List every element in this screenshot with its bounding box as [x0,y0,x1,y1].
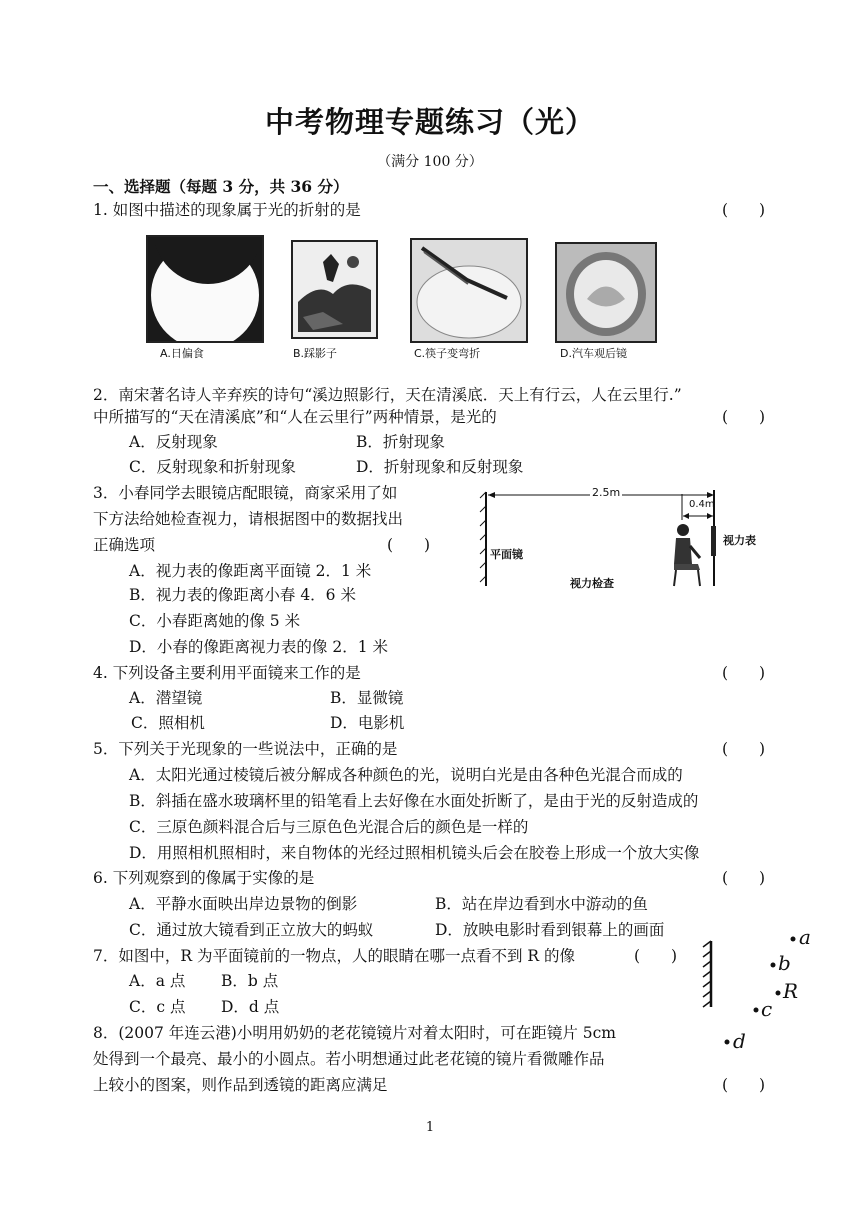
section-heading: 一、选择题（每题 3 分，共 36 分） [93,177,349,196]
q3-chart-label: 视力表 [723,534,756,547]
q1-caption-b: B.踩影子 [293,347,338,360]
q2-option-d: D．折射现象和反射现象 [356,458,524,476]
q3-option-d: D．小春的像距离视力表的像 2．1 米 [129,638,389,656]
q1-stem: 1. 如图中描述的现象属于光的折射的是 [93,201,361,219]
q4-option-a: A．潜望镜 [129,689,203,707]
q2-option-b: B．折射现象 [356,433,445,451]
q2-stem-line2: 中所描写的“天在清溪底”和“人在云里行”两种情景，是光的 [93,408,497,426]
q7-option-a: A．a 点 [129,972,186,990]
q1-shadow-image [291,240,378,339]
page-number: 1 [425,1120,435,1135]
q7-point-d: d [733,1029,746,1053]
q3-stem-line1: 3．小春同学去眼镜店配眼镜，商家采用了如 [93,484,398,502]
q4-stem: 4. 下列设备主要利用平面镜来工作的是 [93,664,361,682]
q7-mirror-figure [700,925,820,1055]
stepping-on-shadow-icon [293,242,376,337]
q6-option-a: A．平静水面映出岸边景物的倒影 [129,895,358,913]
q6-answer-paren: ( ) [722,869,766,887]
q3-vision-test-figure [478,486,778,596]
q3-distance-small: 0.4m [689,499,715,510]
q5-option-a: A．太阳光通过棱镜后被分解成各种颜色的光，说明白光是由各种色光混合而成的 [129,766,683,784]
q3-option-a: A．视力表的像距离平面镜 2．1 米 [129,562,372,580]
q3-stem-line3: 正确选项 [93,536,156,554]
q1-chopsticks-image [410,238,528,343]
q1-caption-a: A.日偏食 [160,347,204,360]
q4-option-d: D．电影机 [330,714,405,732]
page-subtitle: （满分 100 分） [377,154,483,170]
q3-option-b: B．视力表的像距离小春 4．6 米 [129,586,356,604]
q1-caption-d: D.汽车观后镜 [560,347,627,360]
q2-option-c: C．反射现象和折射现象 [129,458,296,476]
q3-option-c: C．小春距离她的像 5 米 [129,612,301,630]
q3-figure-caption: 视力检查 [570,577,614,590]
q7-point-a: a [799,925,811,949]
q3-answer-paren: ( ) [387,536,431,554]
car-rearview-mirror-icon [557,244,655,341]
q5-answer-paren: ( ) [722,740,766,758]
partial-solar-eclipse-icon [148,237,262,341]
q6-stem: 6. 下列观察到的像属于实像的是 [93,869,315,887]
q4-option-c: C．照相机 [131,714,205,732]
q5-stem: 5．下列关于光现象的一些说法中，正确的是 [93,740,398,758]
q1-eclipse-image [146,235,264,343]
q4-answer-paren: ( ) [722,664,766,682]
bent-chopsticks-icon [412,240,526,341]
q2-stem-line1: 2．南宋著名诗人辛弃疾的诗句“溪边照影行，天在清溪底．天上有行云，人在云里行.” [93,386,682,404]
q5-option-b: B．斜插在盛水玻璃杯里的铅笔看上去好像在水面处折断了，是由于光的反射造成的 [129,792,699,810]
q5-option-d: D．用照相机照相时，来自物体的光经过照相机镜头后会在胶卷上形成一个放大实像 [129,844,700,862]
q2-answer-paren: ( ) [722,408,766,426]
q3-distance-total: 2.5m [592,486,621,499]
q6-option-d: D．放映电影时看到银幕上的画面 [435,921,665,939]
q7-point-r: R [783,979,799,1003]
q6-option-b: B．站在岸边看到水中游动的鱼 [435,895,648,913]
q7-option-b: B．b 点 [221,972,279,990]
q8-stem-line2: 处得到一个最亮、最小的小圆点。若小明想通过此老花镜的镜片看微雕作品 [93,1050,605,1068]
q4-option-b: B．显微镜 [330,689,404,707]
q6-option-c: C．通过放大镜看到正立放大的蚂蚁 [129,921,374,939]
q7-answer-paren: ( ) [634,947,678,965]
q8-stem-line1: 8．(2007 年连云港)小明用奶奶的老花镜镜片对着太阳时，可在距镜片 5cm [93,1024,616,1042]
q7-point-c: c [761,997,773,1021]
q1-answer-paren: ( ) [722,201,766,219]
q3-mirror-label: 平面镜 [490,548,523,561]
q1-caption-c: C.筷子变弯折 [414,347,481,360]
q7-stem: 7．如图中，R 为平面镜前的一物点，人的眼睛在哪一点看不到 R 的像 [93,947,575,965]
q2-option-a: A．反射现象 [129,433,218,451]
q5-option-c: C．三原色颜料混合后与三原色色光混合后的颜色是一样的 [129,818,529,836]
q7-point-b: b [778,951,791,975]
q7-option-d: D．d 点 [221,998,280,1016]
q8-stem-line3: 上较小的图案，则作品到透镜的距离应满足 [93,1076,388,1094]
q7-option-c: C．c 点 [129,998,186,1016]
q1-mirror-image [555,242,657,343]
q8-answer-paren: ( ) [722,1076,766,1094]
q3-stem-line2: 下方法给她检查视力，请根据图中的数据找出 [93,510,404,528]
page-title: 中考物理专题练习（光） [264,105,595,139]
